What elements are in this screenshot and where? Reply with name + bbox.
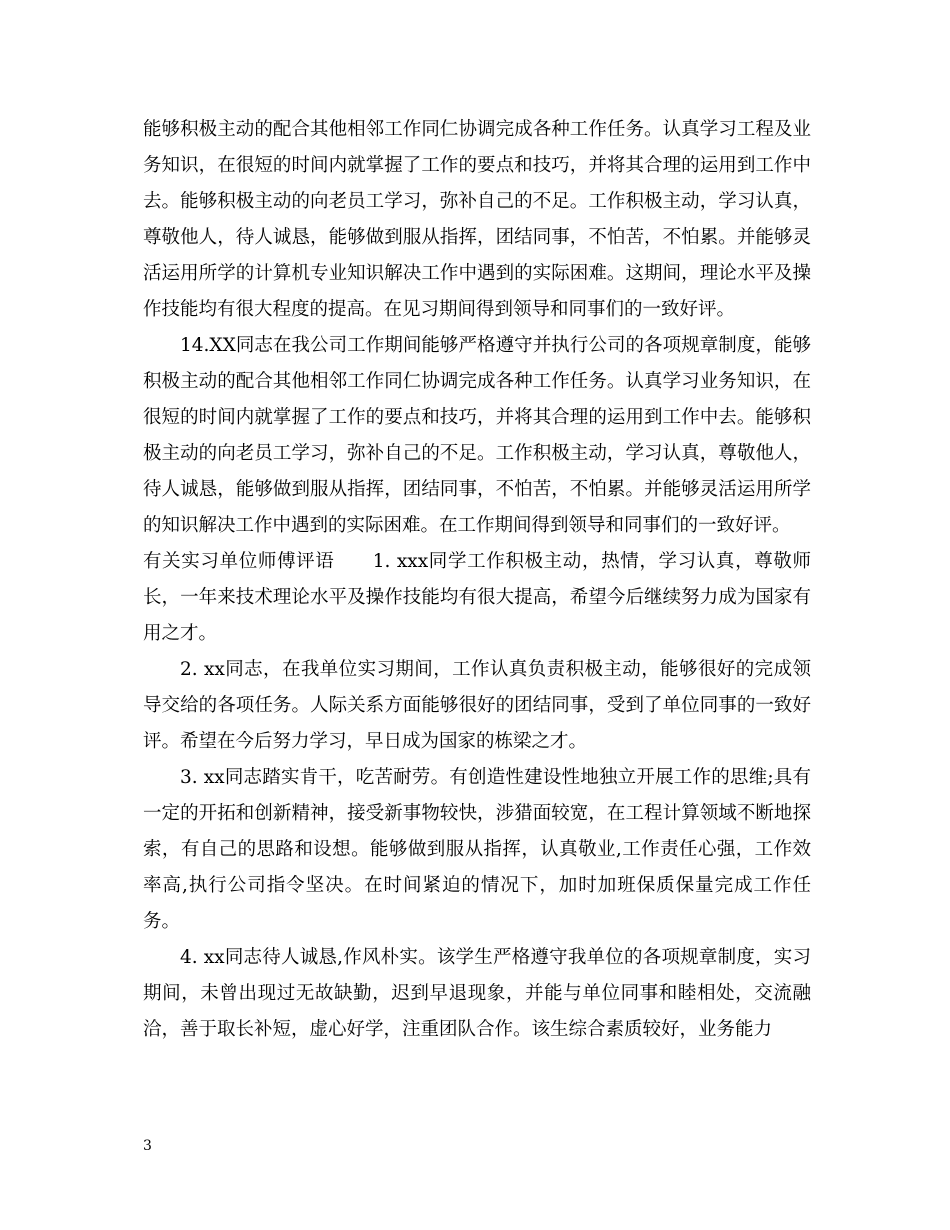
paragraph-mentor-comments-2: 2. xx同志，在我单位实习期间，工作认真负责积极主动，能够很好的完成领导交给的各项任务。人际关系方面能够很好的团结同事，受到了单位同事的一致好评。希望在今后努力学习，早日成为国家的栋梁之才。 <box>143 659 811 752</box>
paragraph-mentor-comments-1: 有关实习单位师傅评语 1. xxx同学工作积极主动，热情，学习认真，尊敬师长，一年来技术理论水平及操作技能均有很大提高，希望今后继续努力成为国家有用之才。 <box>143 551 811 644</box>
paragraph-mentor-comments-3: 3. xx同志踏实肯干，吃苦耐劳。有创造性建设性地独立开展工作的思维;具有一定的开拓和创新精神，接受新事物较快，涉猎面较宽，在工程计算领域不断地探索，有自己的思路和设想。能够做到服从指挥，认真敬业,工作责任心强，工作效率高,执行公司指令坚决。在时间紧迫的情况下，加时加班保质保量完成工作任务。 <box>143 767 811 932</box>
paragraph-mentor-comments-4: 4. xx同志待人诚恳,作风朴实。该学生严格遵守我单位的各项规章制度，实习期间，未曾出现过无故缺勤，迟到早退现象，并能与单位同事和睦相处，交流融洽，善于取长补短，虚心好学，注重团队合作。该生综合素质较好，业务能力 <box>143 947 811 1040</box>
page-number: 3 <box>143 1138 152 1154</box>
document-body <box>143 112 811 1048</box>
paragraph-continued-evaluation: 能够积极主动的配合其他相邻工作同仁协调完成各种工作任务。认真学习工程及业务知识，在很短的时间内就掌握了工作的要点和技巧，并将其合理的运用到工作中去。能够积极主动的向老员工学习，弥补自己的不足。工作积极主动，学习认真，尊敬他人，待人诚恳，能够做到服从指挥，团结同事，不怕苦，不怕累。并能够灵活运用所学的计算机专业知识解决工作中遇到的实际困难。这期间，理论水平及操作技能均有很大程度的提高。在见习期间得到领导和同事们的一致好评。 <box>143 119 811 320</box>
paragraph-evaluation-14: 14.XX同志在我公司工作期间能够严格遵守并执行公司的各项规章制度，能够积极主动的配合其他相邻工作同仁协调完成各种工作任务。认真学习业务知识，在很短的时间内就掌握了工作的要点和技巧，并将其合理的运用到工作中去。能够积极主动的向老员工学习，弥补自己的不足。工作积极主动，学习认真，尊敬他人，待人诚恳，能够做到服从指挥，团结同事，不怕苦，不怕累。并能够灵活运用所学的知识解决工作中遇到的实际困难。在工作期间得到领导和同事们的一致好评。 <box>143 335 811 536</box>
